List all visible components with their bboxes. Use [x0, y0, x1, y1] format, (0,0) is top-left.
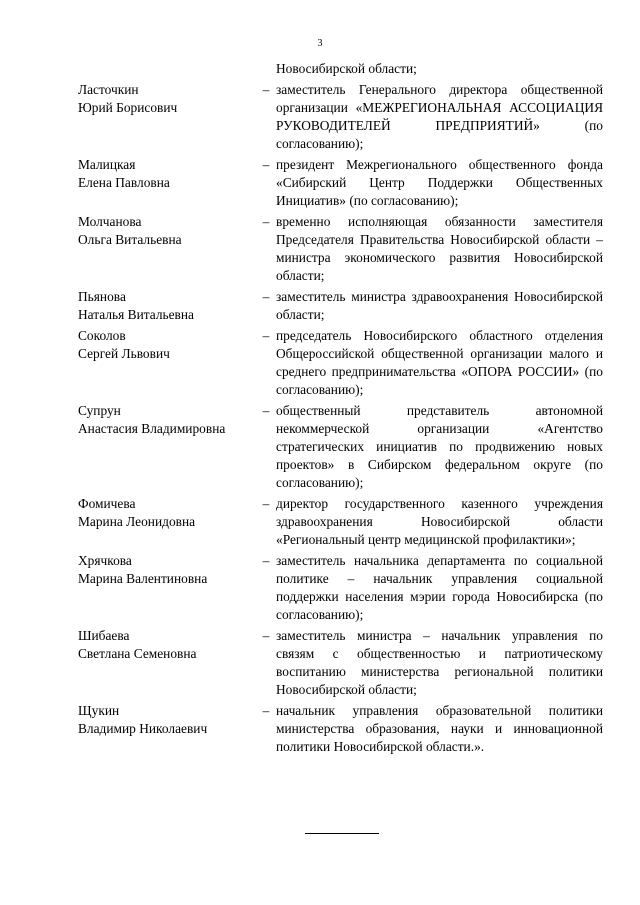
member-given-name: Сергей Львович [78, 346, 170, 361]
member-surname: Фомичева [78, 496, 136, 511]
member-dash: – [262, 553, 270, 568]
member-dash: – [262, 496, 270, 511]
member-row [78, 156, 603, 210]
members-list [78, 60, 603, 759]
member-name [78, 552, 256, 624]
member-surname: Ласточкин [78, 82, 139, 97]
member-surname: Молчанова [78, 214, 142, 229]
member-surname: Соколов [78, 328, 126, 343]
member-surname: Шибаева [78, 628, 130, 643]
member-row [78, 288, 603, 324]
member-position: председатель Новосибирского областного отделения Общероссийской общественной организации малого и среднего предпринимательства «ОПОРА РОССИИ» (по согласованию); [276, 328, 603, 397]
member-given-name: Наталья Витальевна [78, 307, 194, 322]
member-name [78, 327, 256, 399]
member-surname: Пьянова [78, 289, 126, 304]
member-name [78, 288, 256, 324]
member-dash: – [262, 328, 270, 343]
member-position: заместитель начальника департамента по социальной политике – начальник управления социальной поддержки населения мэрии города Новосибирска (по согласованию); [276, 553, 603, 622]
member-given-name: Елена Павловна [78, 175, 170, 190]
member-dash: – [262, 82, 270, 97]
member-position: заместитель министра – начальник управления по связям с общественностью и патриотическому воспитанию министерства региональной политики Новосибирской области; [276, 628, 603, 697]
member-row [78, 552, 603, 624]
member-dash: – [262, 403, 270, 418]
member-row [78, 327, 603, 399]
member-dash: – [262, 289, 270, 304]
member-rows [78, 81, 603, 756]
member-surname: Щукин [78, 703, 120, 718]
member-position: заместитель Генерального директора общественной организации «МЕЖРЕГИОНАЛЬНАЯ АССОЦИАЦИЯ РУКОВОДИТЕЛЕЙ ПРЕДПРИЯТИЙ» (по согласованию); [276, 82, 603, 151]
member-row [78, 627, 603, 699]
member-row [78, 402, 603, 492]
member-surname: Хрячкова [78, 553, 132, 568]
member-name [78, 402, 256, 492]
member-surname: Малицкая [78, 157, 136, 172]
member-name [78, 702, 256, 756]
member-position: президент Межрегионального общественного фонда «Сибирский Центр Поддержки Общественных Инициатив» (по согласованию); [276, 157, 603, 208]
member-given-name: Светлана Семеновна [78, 646, 197, 661]
member-row [78, 495, 603, 549]
member-given-name: Анастасия Владимировна [78, 421, 226, 436]
member-given-name: Марина Леонидовна [78, 514, 196, 529]
page-number: 3 [317, 38, 323, 49]
member-name [78, 627, 256, 699]
member-dash: – [262, 628, 270, 643]
member-dash: – [262, 157, 270, 172]
member-given-name: Юрий Борисович [78, 100, 178, 115]
member-given-name: Владимир Николаевич [78, 721, 208, 736]
member-position: общественный представитель автономной некоммерческой организации «Агентство стратегических инициатив по продвижению новых проектов» в Сибирском федеральном округе (по согласованию); [276, 403, 603, 490]
continuation-text: Новосибирской области; [276, 61, 417, 76]
member-row [78, 702, 603, 756]
member-position: начальник управления образовательной политики министерства образования, науки и инновационной политики Новосибирской области.». [276, 703, 603, 754]
member-row [78, 213, 603, 285]
member-surname: Супрун [78, 403, 121, 418]
member-position: временно исполняющая обязанности заместителя Председателя Правительства Новосибирской области – министра экономического развития Новосибирской области; [276, 214, 603, 283]
member-given-name: Ольга Витальевна [78, 232, 182, 247]
member-row [78, 81, 603, 153]
footer-rule [305, 833, 379, 834]
member-name [78, 156, 256, 210]
member-name [78, 213, 256, 285]
continuation-row [78, 60, 603, 78]
member-position: заместитель министра здравоохранения Новосибирской области; [276, 289, 603, 322]
member-given-name: Марина Валентиновна [78, 571, 208, 586]
member-position: директор государственного казенного учреждения здравоохранения Новосибирской области «Региональный центр медицинской профилактики»; [276, 496, 603, 547]
member-name [78, 495, 256, 549]
member-dash: – [262, 214, 270, 229]
member-name [78, 81, 256, 153]
member-dash: – [262, 703, 270, 718]
